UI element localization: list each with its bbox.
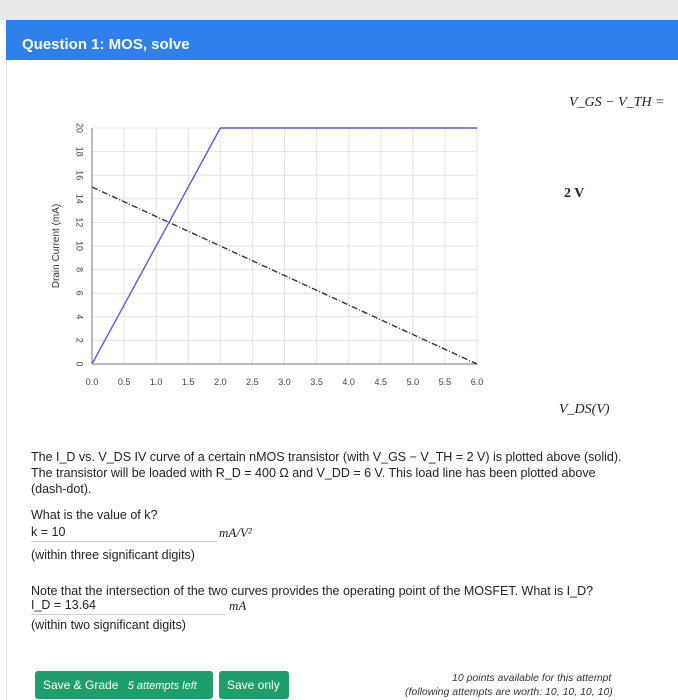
save-only-button[interactable] [219,671,289,699]
id-answer-field[interactable] [31,598,225,615]
problem-line-2: The transistor will be loaded with R_D = 400 Ω and V_DD = 6 V. This load line has been plotted above [31,466,596,480]
y-tick-label: 14 [74,193,85,204]
y-axis-label: Drain Current (mA) [51,203,62,289]
y-tick-label: 4 [74,314,85,320]
y-tick-label: 16 [74,170,85,181]
q1-hint: (within three significant digits) [31,548,195,562]
question-panel [6,60,678,700]
x-tick-label: 2.5 [246,377,259,387]
save-grade-label: Save & Grade [43,678,119,692]
y-tick-label: 8 [74,267,85,273]
x-tick-label: 3.5 [310,377,323,387]
save-grade-button[interactable] [35,671,213,699]
y-tick-label: 18 [74,146,85,157]
q2-prompt: Note that the intersection of the two curves provides the operating point of the MOSFET. What is I_D? [31,584,594,598]
y-tick-label: 10 [74,240,85,252]
x-tick-label: 5.0 [406,377,420,387]
y-tick-label: 20 [74,122,85,134]
id-unit: mA [229,598,247,613]
problem-line-1: The I_D vs. V_DS IV curve of a certain nMOS transistor (with V_GS − V_TH = 2 V) is plotted above (solid). [31,450,622,464]
vgs-minus-vth-label: V_GS − V_TH = [569,95,665,110]
x-tick-label: 0.5 [117,377,131,387]
question-title: Question 1: MOS, solve [22,36,190,53]
q2-hint: (within two significant digits) [31,618,186,632]
x-tick-label: 2.0 [214,377,227,387]
x-tick-label: 1.0 [149,377,163,387]
k-answer-value: k = 10 [31,525,66,539]
x-tick-label: 0.0 [85,377,99,387]
y-tick-label: 6 [74,290,85,296]
points-available-text: 10 points available for this attempt [452,672,612,684]
question-header [6,20,678,60]
x-tick-label: 5.5 [438,377,452,387]
save-only-label: Save only [227,678,280,692]
vgs-value: 2 V [564,186,585,201]
y-tick-label: 12 [74,217,85,228]
x-tick-label: 3.0 [278,377,291,387]
browser-top-strip [0,0,678,20]
x-tick-label: 6.0 [470,377,484,387]
attempts-left-label: 5 attempts left [127,680,197,692]
x-tick-label: 1.5 [181,377,195,387]
vds-axis-label: V_DS(V) [559,402,610,417]
y-tick-label: 0 [74,361,85,367]
k-answer-field[interactable] [31,525,217,542]
q1-prompt: What is the value of k? [31,508,158,522]
x-tick-label: 4.5 [374,377,388,387]
problem-line-3: (dash-dot). [31,482,92,496]
id-answer-value: I_D = 13.64 [31,598,96,612]
k-unit: mA/V² [219,525,252,540]
y-tick-label: 2 [74,337,85,343]
iv-chart [7,60,527,400]
x-tick-label: 4.0 [342,377,355,387]
following-attempts-text: (following attempts are worth: 10, 10, 10, 10) [405,686,613,698]
